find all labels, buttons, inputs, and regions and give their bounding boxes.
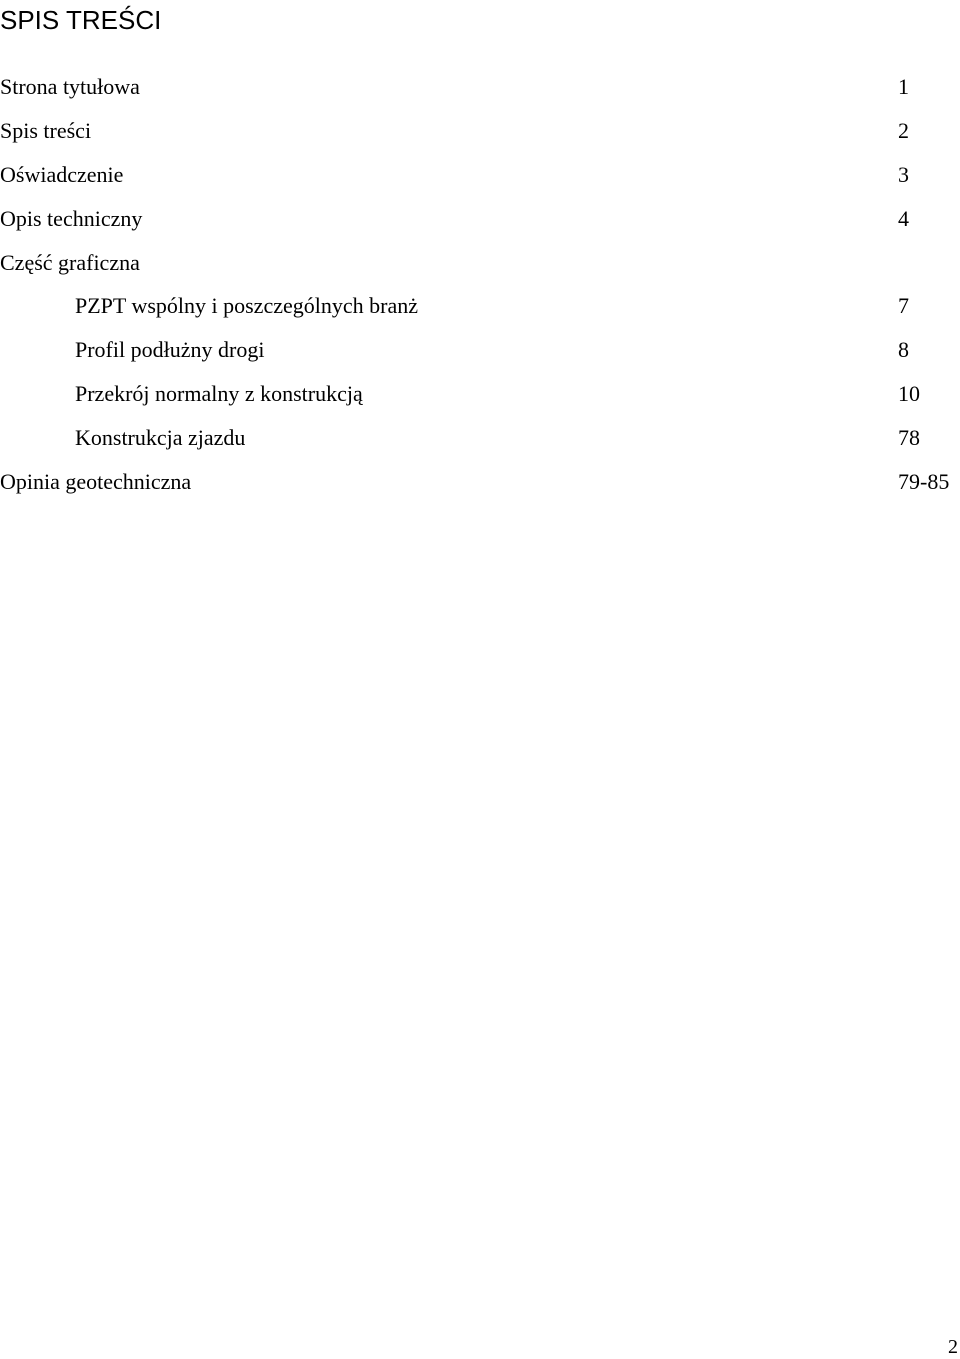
toc-subentry-label: Przekrój normalny z konstrukcją [75,381,363,406]
toc-entry-label: Oświadczenie [0,162,124,187]
toc-entry-page: 79-85 [898,469,950,494]
toc-subentry-label: PZPT wspólny i poszczególnych branż [75,293,418,318]
toc-entry-label: Opis techniczny [0,206,143,231]
toc-entry-label: Opinia geotechniczna [0,469,192,494]
toc-subentry-label: Profil podłużny drogi [75,337,265,362]
toc-entry-label: Strona tytułowa [0,74,140,99]
page-number: 2 [948,1336,958,1358]
toc-entry-page: 7 [898,293,909,318]
toc-entry-page: 78 [898,425,920,450]
toc-entry-page: 8 [898,337,909,362]
toc-entry-page: 1 [898,74,909,99]
toc-section-heading: Część graficzna [0,250,140,275]
toc-entry-page: 4 [898,206,909,231]
toc-title: SPIS TREŚCI [0,5,162,35]
toc-entry-page: 2 [898,118,909,143]
toc-entry-label: Spis treści [0,118,92,143]
toc-entry-page: 10 [898,381,920,406]
toc-subentry-label: Konstrukcja zjazdu [75,425,246,450]
toc-entry-page: 3 [898,162,909,187]
